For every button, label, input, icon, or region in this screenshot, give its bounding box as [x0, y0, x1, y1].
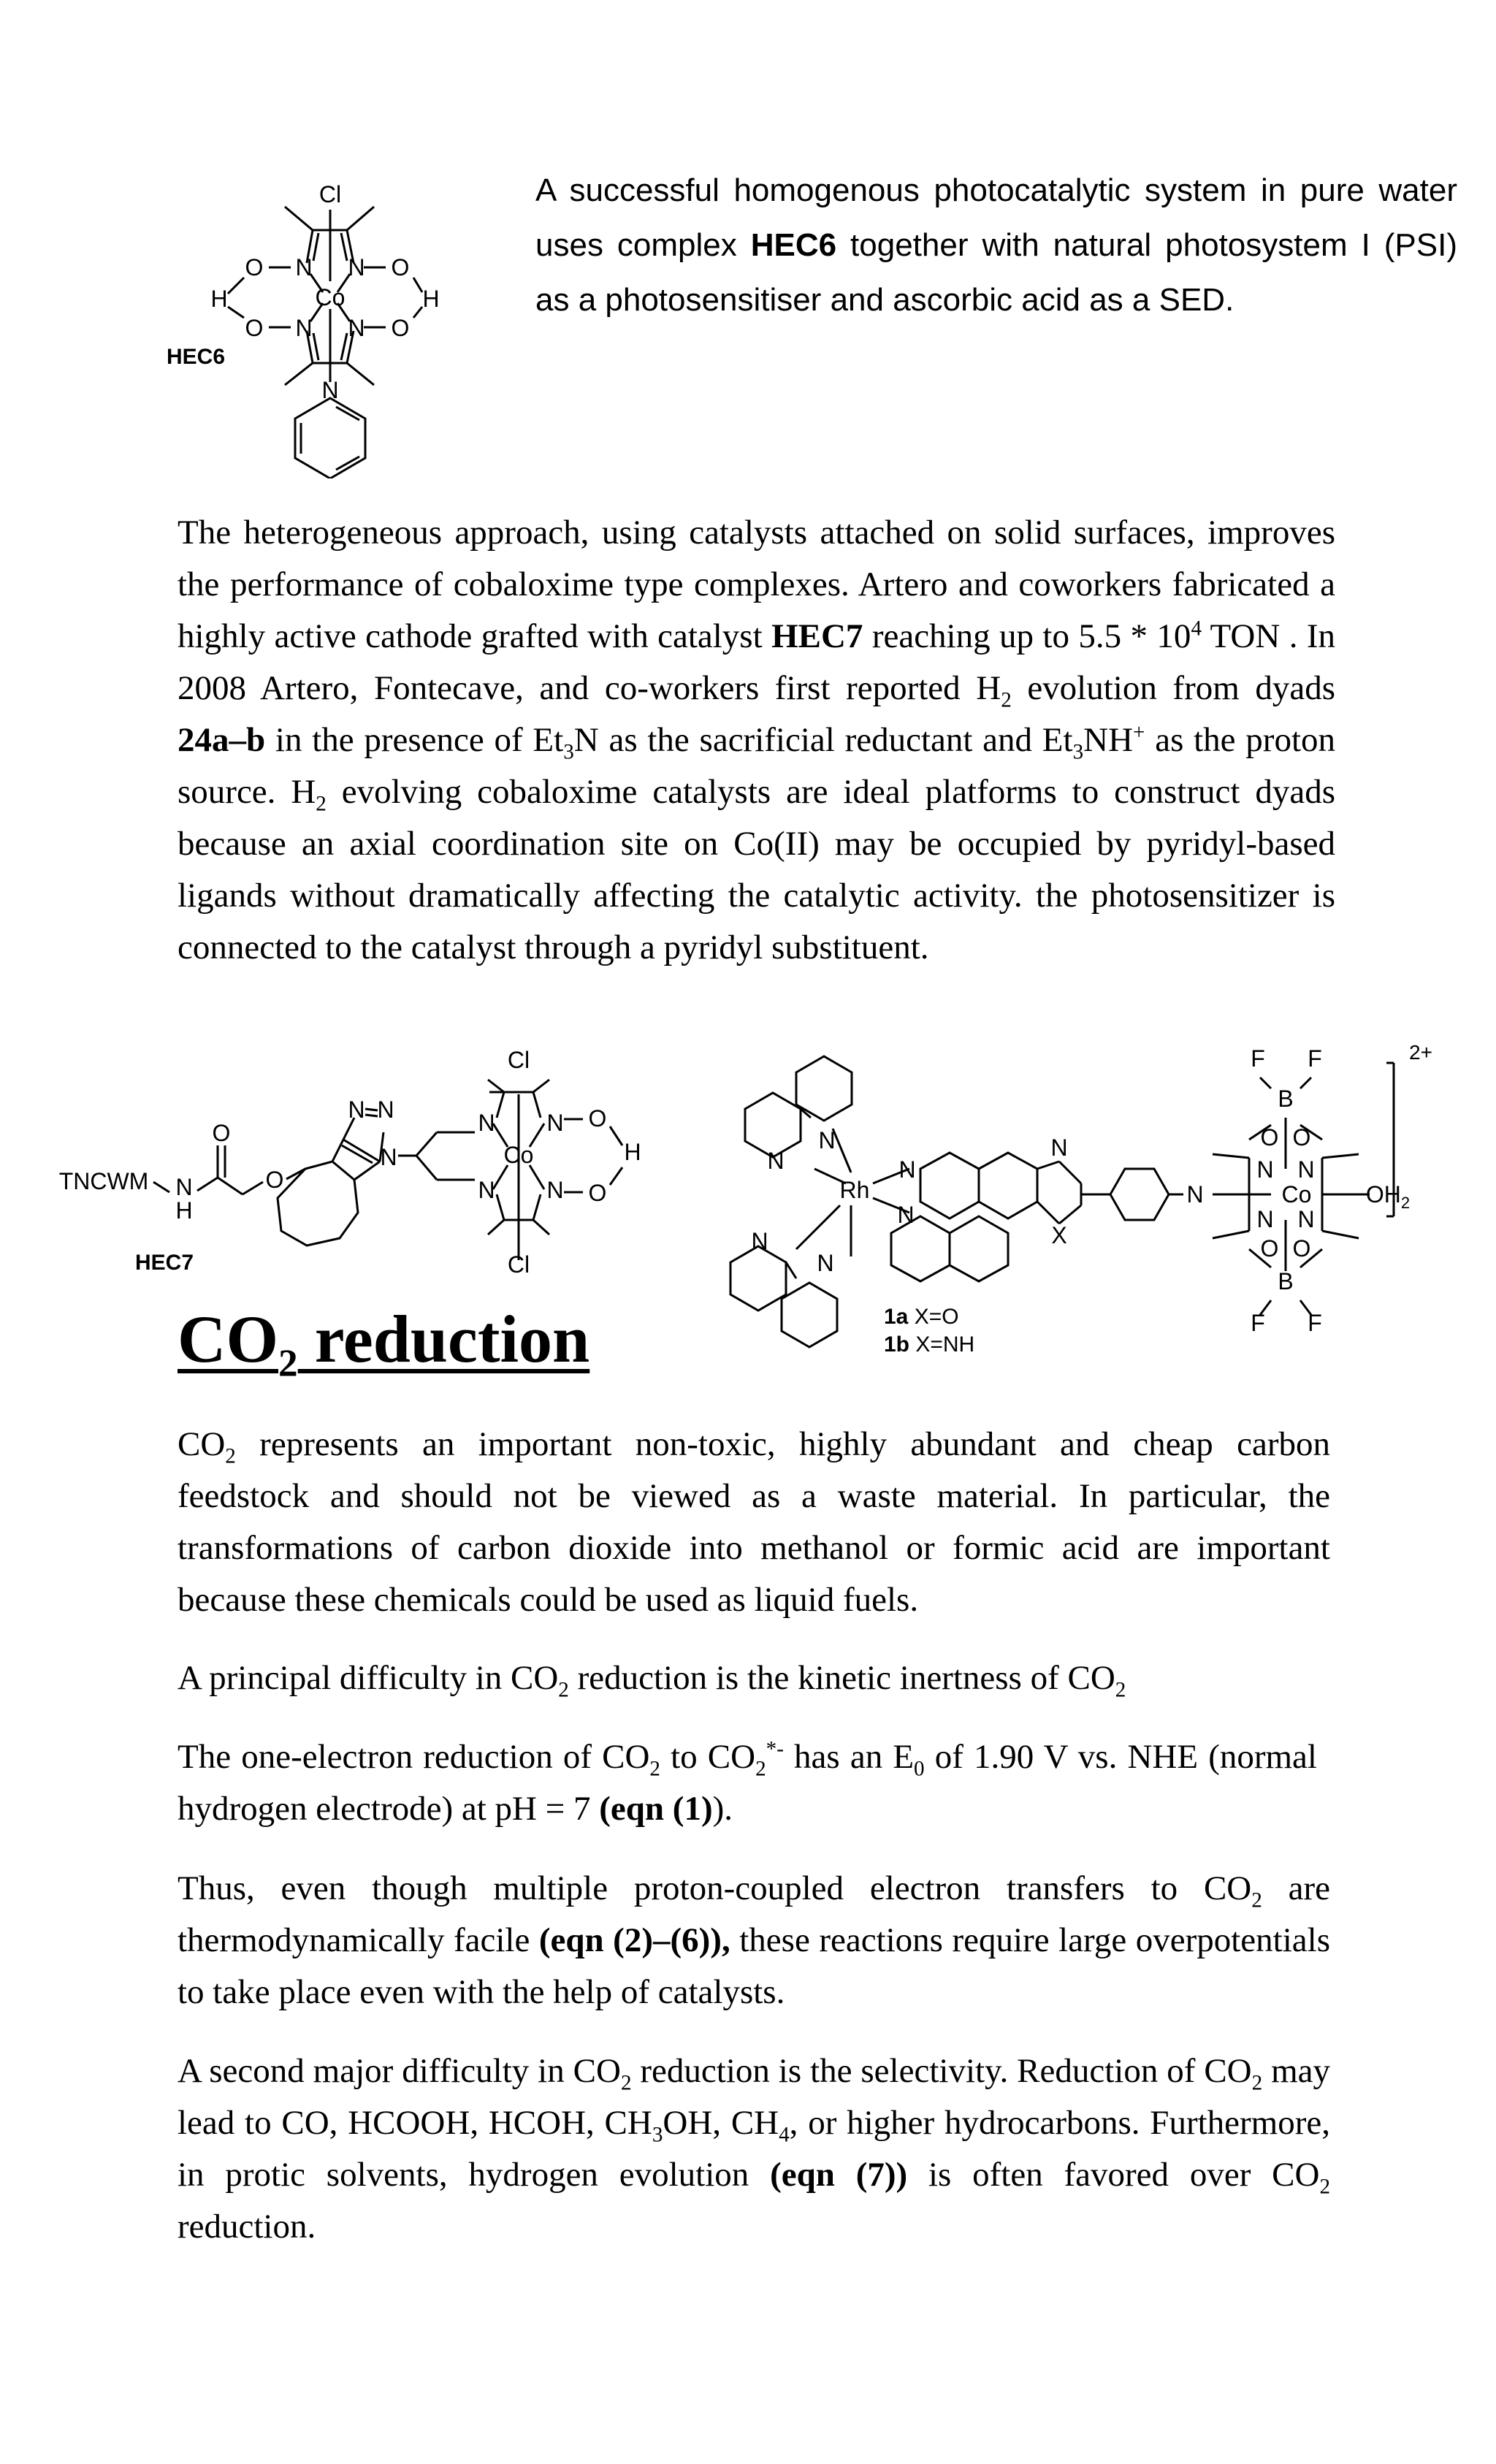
- svg-text:N: N: [818, 1127, 836, 1153]
- svg-text:N: N: [348, 1096, 365, 1123]
- dyad-label-1b: 1b X=NH: [884, 1332, 975, 1357]
- hec7-tncwm-label: TNCWM: [58, 1168, 149, 1194]
- hec6-atom: N: [348, 254, 365, 281]
- svg-text:N: N: [1186, 1181, 1204, 1208]
- hec6-atom: O: [245, 254, 264, 281]
- svg-text:O: O: [588, 1180, 607, 1206]
- svg-text:N: N: [898, 1156, 916, 1183]
- svg-text:Cl: Cl: [507, 1047, 530, 1073]
- svg-text:N: N: [1297, 1156, 1315, 1183]
- svg-text:O: O: [1260, 1124, 1279, 1151]
- svg-text:F: F: [1308, 1045, 1322, 1072]
- svg-text:N: N: [767, 1148, 785, 1174]
- svg-text:B: B: [1278, 1086, 1294, 1112]
- hec6-atom: H: [210, 286, 228, 312]
- svg-text:N: N: [1256, 1206, 1274, 1232]
- heterogeneous-paragraph: The heterogeneous approach, using catalysts attached on solid surfaces, improves the performance of cobaloxime type complexes. Artero and coworkers fabricated a highly active cathode grafted with catalyst HEC7 reaching up to $5.5 * 10^4$ TON . In 2008 Artero, Fontecave, and co-workers first reported $H_2$ evolution from dyads 24a–b in the presence of $Et_3N$ as the sacrificial reductant and $Et_3NH^+$ as the proton source. $H_2$ evolving cobaloxime catalysts are ideal platforms to construct dyads because an axial coordination site on Co(II) may be occupied by pyridyl-based ligands without dramatically affecting the catalytic activity. the photosensitizer is connected to the catalyst through a pyridyl substituent.: [178, 514, 1335, 966]
- svg-text:N: N: [817, 1250, 834, 1276]
- dyad-label-1a: 1a X=O: [884, 1305, 959, 1329]
- svg-text:X: X: [1051, 1222, 1067, 1248]
- svg-text:O: O: [1292, 1235, 1311, 1262]
- dyad-atom-co: Co: [1281, 1181, 1312, 1208]
- svg-text:O: O: [588, 1105, 607, 1132]
- svg-text:N: N: [546, 1177, 564, 1203]
- svg-text:F: F: [1308, 1310, 1322, 1336]
- svg-text:H: H: [175, 1197, 193, 1224]
- co2-paragraph-2: A principal difficulty in $CO_2$ reduction is the kinetic inertness of $CO_2$: [178, 1659, 1126, 1702]
- svg-text:N: N: [377, 1096, 394, 1123]
- svg-text:N: N: [478, 1177, 495, 1203]
- hec6-atom: N: [295, 315, 313, 341]
- svg-text:N: N: [1297, 1206, 1315, 1232]
- hec6-atom: O: [391, 315, 410, 341]
- svg-text:O: O: [212, 1120, 231, 1146]
- dyad-structure: [687, 1037, 1446, 1373]
- co2-paragraph-3: The one-electron reduction of $CO_2$ to $CO_2^{*-}$ has an $E_0$ of 1.90 V vs. NHE (normal hydrogen electrode) at pH = 7 (eqn (1)).: [178, 1737, 1317, 1828]
- co2-paragraph-4: Thus, even though multiple proton-coupled electron transfers to $CO_2$ are thermodynamically facile (eqn (2)–(6)), these reactions require large overpotentials to take place even with the help of catalysts.: [178, 1869, 1331, 2011]
- co2-paragraph-1: $CO_2$ represents an important non-toxic, highly abundant and cheap carbon feedstock and should not be viewed as a waste material. In particular, the transformations of carbon dioxide into methanol or formic acid are important because these chemicals could be used as liquid fuels.: [178, 1425, 1330, 1619]
- hec6-atom: O: [245, 315, 264, 341]
- hec6-atom: N: [321, 377, 339, 403]
- co2-paragraph-5: A second major difficulty in $CO_2$ reduction is the selectivity. Reduction of $CO_2$ may lead to CO, HCOOH, HCOH, $CH_3OH$, $CH_4$, or higher hydrocarbons. Furthermore, in protic solvents, hydrogen evolution (eqn (7)) is often favored over $CO_2$ reduction.: [178, 2052, 1331, 2246]
- hec6-atom-cl: Cl: [318, 181, 342, 207]
- svg-text:N: N: [1256, 1156, 1274, 1183]
- svg-text:O: O: [1292, 1124, 1311, 1151]
- svg-text:F: F: [1251, 1310, 1265, 1336]
- dyad-charge: 2+: [1409, 1041, 1432, 1064]
- hec7-structure: [51, 1037, 665, 1286]
- svg-text:N: N: [751, 1228, 768, 1254]
- dyad-oh2: $OH_2$: [1365, 1181, 1411, 1212]
- svg-text:N: N: [478, 1110, 495, 1136]
- svg-text:O: O: [1260, 1235, 1279, 1262]
- svg-text:N: N: [175, 1174, 193, 1200]
- svg-text:O: O: [265, 1167, 284, 1193]
- hec6-atom: H: [422, 286, 440, 312]
- hec7-atom-co: Co: [503, 1142, 534, 1168]
- hec6-structure: [161, 172, 446, 478]
- intro-paragraph: A successful homogenous photocatalytic system in pure water uses complex HEC6 together with natural photosystem I (PSI) as a photosensitiser and ascorbic acid as a SED.: [535, 172, 1457, 318]
- hec6-atom: N: [348, 315, 365, 341]
- svg-text:N: N: [380, 1144, 397, 1170]
- hec7-label: HEC7: [135, 1251, 194, 1275]
- svg-text:Cl: Cl: [507, 1251, 530, 1278]
- svg-text:N: N: [897, 1202, 915, 1228]
- dyad-atom-rh: Rh: [839, 1177, 870, 1203]
- hec6-atom: N: [295, 254, 313, 281]
- hec6-reference: HEC6: [750, 227, 837, 263]
- svg-text:H: H: [624, 1139, 641, 1165]
- svg-text:B: B: [1278, 1268, 1294, 1294]
- svg-text:F: F: [1251, 1045, 1265, 1072]
- co2-reduction-heading: $CO_2$ reduction: [178, 1302, 590, 1385]
- hec6-atom: O: [391, 254, 410, 281]
- svg-text:N: N: [546, 1110, 564, 1136]
- hec6-atom-co: Co: [315, 284, 346, 310]
- svg-text:N: N: [1050, 1134, 1068, 1161]
- hec6-label: HEC6: [167, 345, 226, 369]
